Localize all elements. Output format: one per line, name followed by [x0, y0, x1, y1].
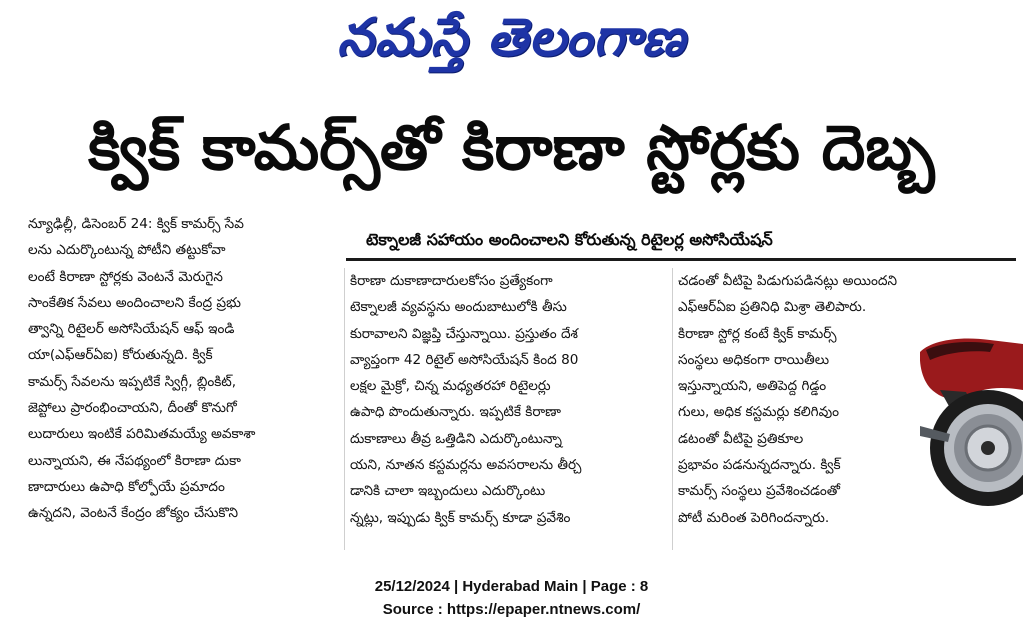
bike-wheel-hub	[981, 441, 995, 455]
column-line: జెప్టోలు ప్రారంభించాయని, దీంతో కొనుగో	[28, 400, 237, 417]
column-line: లున్నాయని, ఈ నేపథ్యంలో కిరాణా దుకా	[28, 452, 241, 469]
column-line: లను ఎదుర్కొంటున్న పోటీని తట్టుకోవా	[28, 242, 226, 259]
column-line: న్యూఢిల్లీ, డిసెంబర్ 24: క్విక్ కామర్స్ సేవ	[28, 216, 244, 232]
column-line: చడంతో వీటిపై పిడుగుపడినట్లు అయిందని	[678, 273, 898, 289]
source-info: Source : https://epaper.ntnews.com/	[382, 601, 641, 618]
column-line: టెక్నాలజీ వ్యవస్థను అందుబాటులోకి తీసు	[350, 299, 567, 316]
column-divider	[672, 268, 673, 550]
column-line: డటంతో వీటిపై ప్రతికూల	[678, 430, 804, 447]
column-line: కామర్స్ సంస్థలు ప్రవేశించడంతో	[678, 483, 841, 500]
newspaper-masthead	[0, 0, 1023, 80]
article-headline: క్విక్ కామర్స్‌తో కిరాణా స్టోర్లకు దెబ్బ	[88, 111, 935, 184]
column-line: ఉన్నదని, వెంటనే కేంద్రం జోక్యం చేసుకొని	[28, 505, 239, 522]
column-line: దుకాణాలు తీవ్ర ఒత్తిడిని ఎదుర్కొంటున్నా	[350, 430, 563, 447]
article-column-2	[350, 268, 668, 531]
column-line: కిరాణా స్టోర్ల కంటే క్విక్ కామర్స్	[678, 325, 837, 342]
article-column-1	[28, 211, 350, 527]
article-column-3	[678, 268, 923, 531]
column-line: ణాదారులు ఉపాధి కోల్పోయే ప్రమాదం	[28, 478, 225, 495]
column-divider	[344, 268, 345, 550]
column-line: కామర్స్ సేవలను ఇప్పటికే స్విగ్గీ, బ్లింకిట్,	[28, 373, 237, 390]
column-line: లుదారులు ఇంటికే పరిమితమయ్యే అవకాశా	[28, 426, 256, 443]
column-line: గులు, అధిక కస్టమర్లు కలిగివుం	[678, 404, 840, 421]
column-line: కురావాలని విజ్ఞప్తి చేస్తున్నాయి. ప్రస్తుతం దేశ	[350, 325, 579, 342]
column-line: త్వాన్ని రిటైలర్ అసోసియేషన్ ఆఫ్ ఇండి	[28, 321, 235, 338]
column-line: సాంకేతిక సేవలు అందించాలని కేంద్ర ప్రభు	[28, 294, 241, 311]
masthead-title: నమస్తే తెలంగాణ	[337, 8, 686, 68]
article-subheadline: టెక్నాలజీ సహాయం అందించాలని కోరుతున్న రిటైలర్ల అసోసియేషన్	[366, 230, 773, 249]
column-line: కిరాణా దుకాణాదారులకోసం ప్రత్యేకంగా	[350, 273, 553, 289]
column-line: ఇస్తున్నాయని, అతిపెద్ద గిడ్డం	[678, 378, 827, 395]
subheadline-rule	[346, 258, 1016, 261]
column-line: డానికి చాలా ఇబ్బందులు ఎదుర్కొంటు	[350, 483, 546, 500]
motorcycle-image	[920, 330, 1023, 520]
edition-info: 25/12/2024 | Hyderabad Main | Page : 8	[374, 578, 649, 595]
column-line: పోటీ మరింత పెరిగిందన్నారు.	[678, 509, 830, 526]
column-line: ఉపాధి పొందుతున్నారు. ఇప్పటికే కిరాణా	[350, 404, 561, 421]
column-line: ఎఫ్ఆర్ఏఐ ప్రతినిధి మిశ్రా తెలిపారు.	[678, 299, 867, 316]
column-line: యని, నూతన కస్టమర్లను అవసరాలను తీర్చ	[350, 457, 582, 474]
column-line: న్నట్లు, ఇప్పుడు క్విక్ కామర్స్ కూడా ప్రవేశిం	[350, 509, 571, 526]
column-line: సంస్థలు అధికంగా రాయితీలు	[678, 351, 830, 368]
column-line: ప్రభావం పడనున్నదన్నారు. క్విక్	[678, 457, 841, 474]
column-line: యా(ఎఫ్ఆర్ఏఐ) కోరుతున్నది. క్విక్	[28, 347, 213, 364]
column-line: వ్యాప్తంగా 42 రిటైల్ అసోసియేషన్ కింద 80	[350, 351, 579, 368]
column-line: లంటే కిరాణా స్టోర్లకు వెంటనే మెరుగైన	[28, 268, 223, 285]
column-line: లక్షల మైక్రో, చిన్న మధ్యతరహా రిటైలర్లు	[350, 378, 551, 395]
